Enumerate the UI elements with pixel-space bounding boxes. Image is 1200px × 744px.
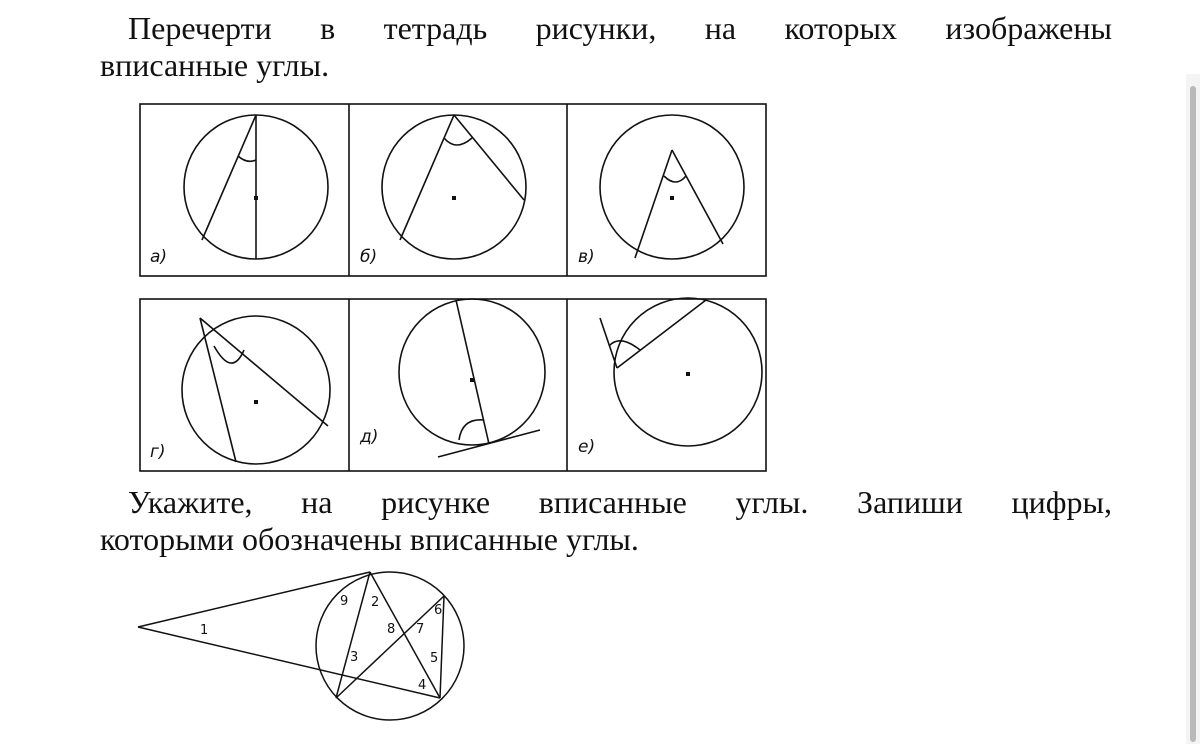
figure-label-d: д) bbox=[360, 427, 379, 447]
angle-number-5: 5 bbox=[430, 651, 439, 666]
task-1-line-2: вписанные углы. bbox=[100, 47, 330, 83]
angles-diagram bbox=[138, 572, 464, 720]
angle-number-9: 9 bbox=[340, 594, 349, 609]
figure-v bbox=[578, 115, 744, 267]
angle-number-1: 1 bbox=[200, 623, 209, 638]
figure-row-2-frame bbox=[140, 299, 766, 471]
figure-g bbox=[150, 316, 330, 464]
angle-number-3: 3 bbox=[350, 650, 359, 665]
figure-label-g: г) bbox=[150, 442, 166, 462]
task-1-line-1: Перечерти в тетрадь рисунки, на которых изображены bbox=[128, 10, 1112, 46]
figure-label-a: а) bbox=[150, 247, 168, 267]
angle-number-4: 4 bbox=[418, 678, 427, 693]
figure-d bbox=[359, 299, 545, 457]
vertical-scrollbar[interactable] bbox=[1186, 74, 1200, 744]
angle-number-2: 2 bbox=[371, 595, 380, 610]
figure-e bbox=[578, 298, 762, 457]
figure-row-1-frame bbox=[140, 104, 766, 276]
figure-a bbox=[150, 115, 328, 267]
task-2-line-2: которыми обозначены вписанные углы. bbox=[100, 521, 639, 557]
figure-b bbox=[360, 115, 526, 267]
scrollbar-thumb[interactable] bbox=[1190, 86, 1196, 742]
angle-number-7: 7 bbox=[416, 622, 425, 637]
figure-label-e: е) bbox=[578, 437, 596, 457]
angle-number-8: 8 bbox=[387, 622, 396, 637]
task-2-text bbox=[100, 484, 1112, 558]
task-2-line-1: Укажите, на рисунке вписанные углы. Запиши цифры, bbox=[128, 484, 1112, 520]
figure-label-b: б) bbox=[360, 247, 378, 267]
angle-number-6: 6 bbox=[434, 603, 443, 618]
figure-label-v: в) bbox=[578, 247, 595, 267]
